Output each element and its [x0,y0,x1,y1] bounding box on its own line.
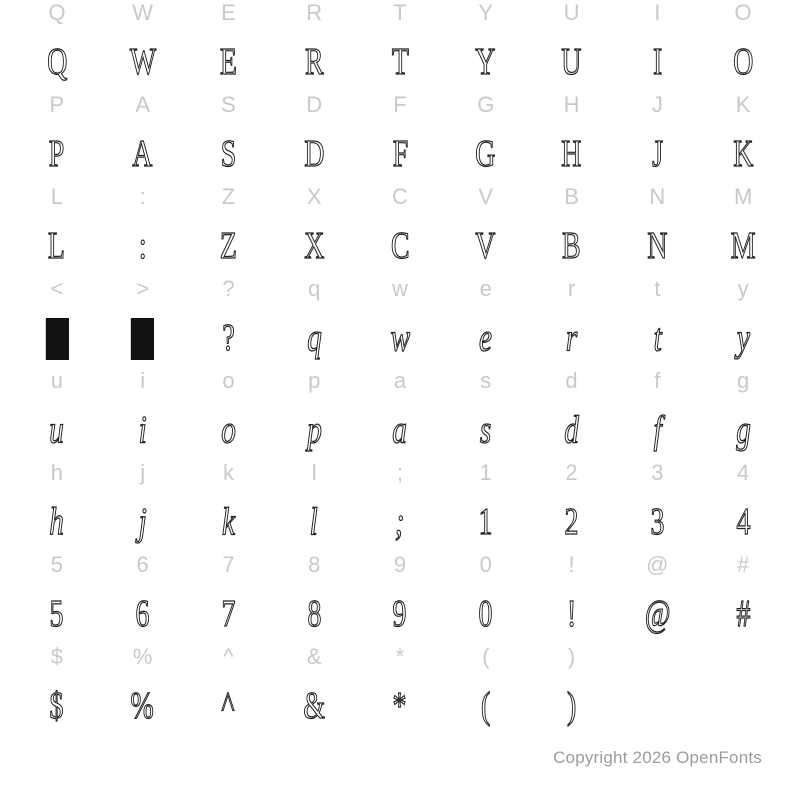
glyph-sample-char: l [310,501,319,544]
glyph-sample [735,408,752,454]
glyph-sample-char: R [304,41,324,84]
glyph-reference-char: B [564,184,579,209]
glyph-sample [565,316,578,362]
glyph-sample-char: E [219,41,237,84]
glyph-reference-char: Y [478,0,494,25]
glyph-cell [357,460,443,552]
glyph-sample-char: ! [566,593,577,636]
glyph-reference-char: C [392,184,408,209]
glyph-cell [14,552,100,644]
glyph-sample-char: G [475,133,496,176]
glyph-reference-char: 9 [393,552,407,577]
glyph-reference-char: 0 [479,552,492,577]
glyph-sample [652,40,663,86]
glyph-sample-char: 7 [221,593,236,636]
glyph-sample-char: 1 [478,501,493,544]
glyph-reference-char: $ [50,644,63,669]
glyph-sample-char: Y [475,41,496,84]
glyph-cell [100,460,186,552]
glyph-cell [186,552,272,644]
glyph-sample [45,40,70,86]
glyph-reference-char: S [221,92,236,117]
glyph-reference-char: a [393,368,407,393]
glyph-sample [301,684,327,730]
glyph-sample [389,224,412,270]
glyph-sample [391,592,408,638]
glyph-sample [473,132,498,178]
glyph-sample-char: U [561,41,582,84]
glyph-cell [614,460,700,552]
glyph-reference-char: @ [646,552,669,577]
glyph-cell [700,276,786,368]
glyph-sample-char: 5 [49,593,64,636]
glyph-cell [443,552,529,644]
glyph-cell [186,0,272,92]
glyph-reference-char: ! [568,552,575,577]
glyph-sample-char: T [391,41,409,84]
glyph-sample-char: W [129,41,156,84]
glyph-sample [736,316,751,362]
glyph-sample-char: P [49,133,65,176]
glyph-sample [138,224,147,270]
glyph-reference-char: X [306,184,322,209]
glyph-sample [218,40,239,86]
glyph-sample-char: g [735,409,751,452]
glyph-reference-char: ) [567,644,576,669]
glyph-sample-char: ? [222,317,235,360]
glyph-cell [357,184,443,276]
glyph-sample-char: r [565,317,578,360]
glyph-reference-char: u [50,368,63,393]
glyph-sample-char: K [733,133,754,176]
glyph-sample-char: X [304,225,325,268]
glyph-cell [100,184,186,276]
glyph-cell [14,460,100,552]
glyph-cell [443,460,529,552]
glyph-sample-char: ; [395,501,405,544]
glyph-sample [645,224,670,270]
glyph-cell [529,0,615,92]
glyph-reference-char: H [563,92,580,117]
glyph-sample [126,316,159,362]
glyph-sample [735,500,752,546]
glyph-sample [566,592,577,638]
glyph-reference-char: U [563,0,580,25]
glyph-sample [559,132,584,178]
glyph-sample [221,316,236,362]
glyph-cell [443,92,529,184]
glyph-cell [271,0,357,92]
glyph-sample [220,592,237,638]
glyph-sample-char: ^ [221,685,235,728]
glyph-reference-char: j [140,460,146,485]
glyph-cell [357,0,443,92]
glyph-sample [559,40,584,86]
glyph-sample-char: p [306,409,322,452]
glyph-cell [357,552,443,644]
glyph-cell [14,276,100,368]
glyph-sample-char: h [49,501,65,544]
glyph-reference-char: < [50,276,64,301]
glyph-sample-char: u [49,409,65,452]
glyph-sample [479,408,492,454]
glyph-sample [306,592,323,638]
glyph-sample [309,500,318,546]
glyph-cell [271,460,357,552]
glyph-reference-char: g [736,368,750,393]
glyph-reference-char: p [308,368,321,393]
glyph-sample [394,500,405,546]
glyph-sample [219,132,238,178]
glyph-cell [614,184,700,276]
glyph-cell [614,368,700,460]
glyph-sample [391,132,410,178]
glyph-sample-char: f [653,409,662,452]
glyph-reference-char: G [477,92,495,117]
glyph-reference-char: 6 [136,552,149,577]
glyph-sample [48,684,65,730]
glyph-sample-char: % [131,685,155,728]
glyph-cell [271,92,357,184]
glyph-reference-char: w [392,276,408,301]
glyph-reference-char: r [567,276,576,301]
glyph-cell [614,276,700,368]
glyph-reference-char: K [735,92,751,117]
glyph-cell [700,460,786,552]
glyph-reference-char: t [654,276,661,301]
glyph-reference-char: Q [48,0,66,25]
glyph-sample [218,224,239,270]
glyph-sample [473,224,498,270]
glyph-reference-char: 4 [736,460,750,485]
glyph-reference-char: & [306,644,322,669]
glyph-cell [357,92,443,184]
glyph-reference-char: 2 [565,460,578,485]
glyph-sample [306,316,323,362]
glyph-sample [46,224,67,270]
glyph-cell [614,552,700,644]
glyph-sample-char: w [390,317,410,360]
glyph-sample [653,316,662,362]
glyph-reference-char: T [393,0,407,25]
glyph-reference-char: i [140,368,146,393]
glyph-sample-char: * [393,685,407,728]
glyph-cell [357,644,443,736]
copyright-notice: Copyright 2026 OpenFonts [553,748,762,767]
glyph-sample [477,592,494,638]
glyph-cell [14,0,100,92]
glyph-cell [14,184,100,276]
glyph-cell [186,644,272,736]
glyph-sample [306,408,323,454]
glyph-sample-char: a [392,409,408,452]
glyph-reference-char: # [736,552,750,577]
glyph-sample-char: ) [566,685,577,728]
glyph-sample-char: q [306,317,322,360]
glyph-cell [271,368,357,460]
glyph-sample [48,408,65,454]
glyph-reference-char: ^ [223,644,234,669]
glyph-cell [271,552,357,644]
glyph-sample [731,132,756,178]
glyph-reference-char: > [136,276,150,301]
glyph-reference-char: 3 [651,460,664,485]
glyph-sample [649,500,666,546]
glyph-cell [700,552,786,644]
glyph-sample-char: V [475,225,496,268]
glyph-cell [100,368,186,460]
glyph-sample-char: t [653,317,662,360]
glyph-sample [563,500,580,546]
glyph-reference-char: 8 [308,552,321,577]
glyph-sample [302,224,327,270]
glyph-sample [302,132,327,178]
glyph-sample-char: 6 [135,593,150,636]
glyph-reference-char: h [50,460,63,485]
glyph-sample [138,408,147,454]
glyph-cell [14,92,100,184]
glyph-sample-char: 2 [564,501,579,544]
glyph-cell [614,0,700,92]
glyph-sample-char: A [132,133,153,176]
glyph-sample-char: S [220,133,237,176]
glyph-cell [443,276,529,368]
glyph-cell [529,276,615,368]
glyph-cell [614,92,700,184]
glyph-cell [100,276,186,368]
glyph-sample-char: 3 [650,501,665,544]
glyph-reference-char: D [306,92,323,117]
glyph-sample [220,408,237,454]
glyph-reference-char: o [222,368,235,393]
glyph-reference-char: k [222,460,234,485]
glyph-cell [100,0,186,92]
glyph-cell [186,460,272,552]
glyph-sample [642,592,673,638]
glyph-sample-char: s [480,409,492,452]
glyph-cell [14,644,100,736]
glyph-reference-char: P [49,92,65,117]
glyph-sample-char: F [392,133,408,176]
glyph-sample-char: o [221,409,236,452]
glyph-sample [728,224,758,270]
glyph-sample-char: 8 [307,593,322,636]
glyph-cell [186,92,272,184]
glyph-reference-char: * [395,644,405,669]
glyph-sample-char: M [730,225,756,268]
glyph-sample-char: 9 [393,593,407,636]
glyph-sample [220,684,236,730]
glyph-sample [138,500,147,546]
glyph-cell [529,92,615,184]
glyph-sample [48,500,65,546]
glyph-reference-char: ( [482,644,490,669]
glyph-cell [700,92,786,184]
glyph-cell [614,644,700,736]
glyph-sample-char: 4 [736,501,751,544]
glyph-sample [478,316,493,362]
glyph-sample [130,132,155,178]
glyph-sample-char: J [651,133,663,176]
glyph-cell [100,552,186,644]
glyph-sample-char: e [479,317,493,360]
glyph-reference-char: J [651,92,663,117]
glyph-sample-char: C [390,225,410,268]
glyph-cell [100,644,186,736]
glyph-sample-char: y [736,317,750,360]
glyph-cell [529,460,615,552]
glyph-sample-char: j [138,501,147,544]
glyph-sample [473,40,498,86]
glyph-sample [134,592,151,638]
glyph-cell [186,276,272,368]
glyph-cell [443,368,529,460]
glyph-reference-char: V [478,184,494,209]
glyph-reference-char: 7 [222,552,235,577]
glyph-cell [443,0,529,92]
glyph-sample-char: k [221,501,235,544]
glyph-reference-char: s [480,368,492,393]
glyph-cell [357,276,443,368]
glyph-cell [271,276,357,368]
glyph-reference-char: : [139,184,146,209]
glyph-reference-char: F [393,92,407,117]
glyph-sample-char: N [647,225,668,268]
glyph-cell [700,184,786,276]
glyph-sample-char: O [733,41,754,84]
glyph-reference-char: d [565,368,578,393]
glyph-reference-char: % [132,644,153,669]
glyph-sample-char: Z [219,225,237,268]
glyph-cell [443,184,529,276]
glyph-reference-char: l [311,460,317,485]
glyph-sample-char: : [138,225,147,268]
glyph-sample-char: L [48,225,66,268]
glyph-reference-char: Z [221,184,236,209]
glyph-sample [653,408,662,454]
glyph-sample [391,408,408,454]
glyph-cell [700,0,786,92]
glyph-cell [271,184,357,276]
glyph-cell [443,644,529,736]
glyph-sample [563,408,580,454]
glyph-sample-char: i [138,409,147,452]
glyph-sample-char: ( [481,685,491,728]
glyph-cell [529,552,615,644]
glyph-reference-char: O [734,0,752,25]
glyph-cell [14,368,100,460]
glyph-sample [651,132,664,178]
glyph-reference-char: E [221,0,236,25]
glyph-sample [735,592,752,638]
glyph-sample [731,40,756,86]
glyph-reference-char: e [479,276,492,301]
glyph-sample [128,684,156,730]
glyph-sample [221,500,236,546]
glyph-reference-char: ; [396,460,404,485]
glyph-sample [41,316,74,362]
glyph-sample-char: ▮ [131,318,154,360]
glyph-cell [100,92,186,184]
glyph-reference-char: R [306,0,323,25]
glyph-sample-char: & [303,685,326,728]
glyph-sample-char: D [304,133,325,176]
glyph-sample-char: # [736,593,751,636]
glyph-reference-char: 5 [50,552,63,577]
glyph-sample [560,224,583,270]
glyph-cell [271,644,357,736]
glyph-sample [127,40,159,86]
glyph-sample [303,40,326,86]
glyph-cell [186,368,272,460]
glyph-sample-char: $ [49,685,64,728]
glyph-cell [700,368,786,460]
glyph-sample [480,684,491,730]
glyph-cell [700,644,786,736]
glyph-cell [529,644,615,736]
glyph-sample [477,500,494,546]
glyph-reference-char: M [733,184,753,209]
glyph-sample-char: ▮ [45,318,68,360]
glyph-sample-char: @ [644,593,671,636]
glyph-cell [186,184,272,276]
glyph-reference-char: A [135,92,150,117]
glyph-reference-char: W [132,0,154,25]
glyph-reference-char: N [649,184,666,209]
glyph-reference-char: ? [222,276,235,301]
glyph-cell [529,184,615,276]
glyph-sample [48,592,65,638]
glyph-sample-char: B [562,225,581,268]
glyph-cell [357,368,443,460]
glyph-reference-char: f [654,368,661,393]
glyph-sample [391,684,408,730]
glyph-reference-char: 1 [479,460,492,485]
glyph-reference-char: q [308,276,321,301]
glyph-sample [390,40,411,86]
glyph-sample-char: H [561,133,582,176]
glyph-reference-char: y [737,276,749,301]
glyph-sample [47,132,66,178]
glyph-sample-char: Q [46,41,67,84]
glyph-reference-char: L [50,184,63,209]
glyph-cell [529,368,615,460]
glyph-sample-char: I [652,41,662,84]
glyph-sample-char: 0 [478,593,493,636]
glyph-sample [566,684,577,730]
glyph-reference-char: I [654,0,661,25]
glyph-sample [389,316,412,362]
glyph-sample-char: d [564,409,579,452]
